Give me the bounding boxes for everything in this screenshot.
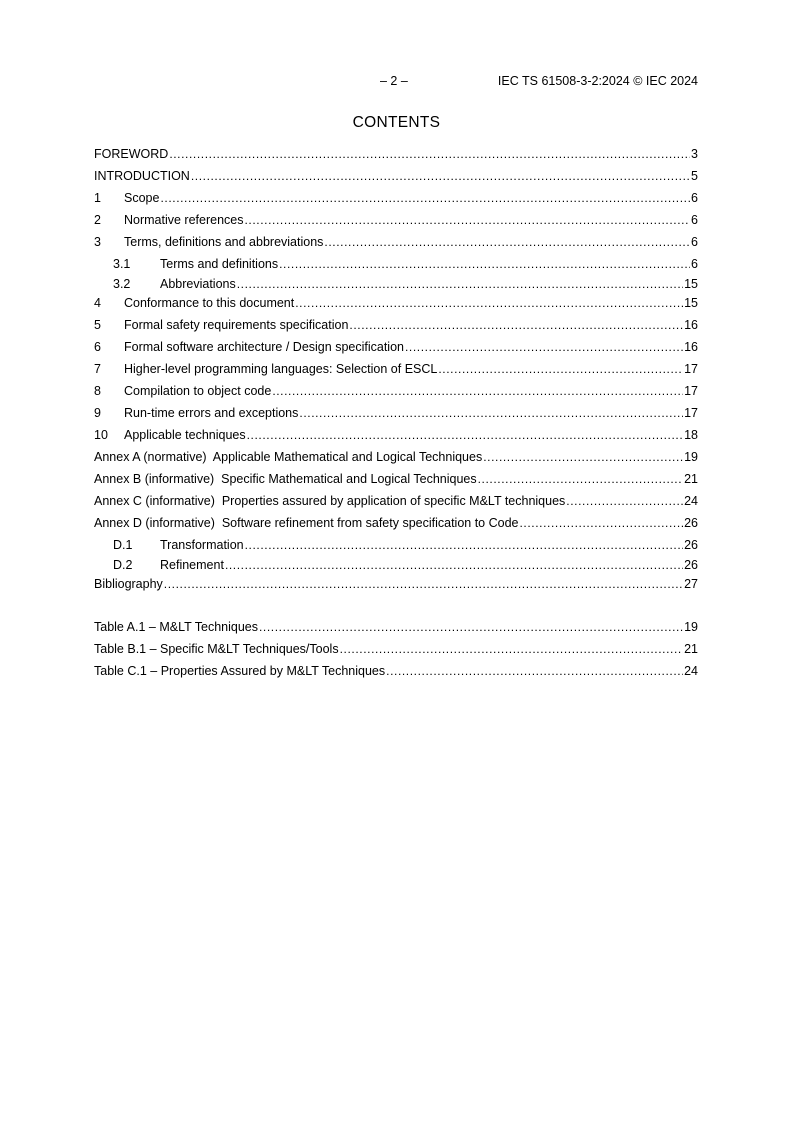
toc-entry-title: Terms, definitions and abbreviations xyxy=(124,235,324,249)
toc-entry-refinement[interactable] xyxy=(94,556,698,576)
toc-entry-number: 6 xyxy=(94,340,101,354)
table-entry-page: 19 xyxy=(684,620,698,634)
dot-leader xyxy=(225,556,683,574)
toc-entry-number: 3.1 xyxy=(113,257,131,271)
dot-leader xyxy=(483,448,683,466)
toc-entry-page: 19 xyxy=(684,450,698,464)
table-entry-title: Table C.1 – Properties Assured by M&LT Techniques xyxy=(94,664,386,678)
toc-entry-page: 5 xyxy=(691,169,698,183)
toc-entry-title: Higher-level programming languages: Selection of ESCL xyxy=(124,362,438,376)
toc-entry-number: 10 xyxy=(94,428,108,442)
dot-leader xyxy=(295,294,683,312)
dot-leader xyxy=(160,189,690,207)
toc-entry-title: Formal safety requirements specification xyxy=(124,318,349,332)
toc-entry-annex-d[interactable] xyxy=(94,514,698,536)
toc-entry-page: 24 xyxy=(684,494,698,508)
toc-entry-title: Scope xyxy=(124,191,160,205)
dot-leader xyxy=(438,360,683,378)
table-entry-c1[interactable] xyxy=(94,662,698,684)
toc-entry-terms-definitions[interactable] xyxy=(94,233,698,255)
toc-entry-number: 3 xyxy=(94,235,101,249)
toc-entry-number: 2 xyxy=(94,213,101,227)
page-number: – 2 – xyxy=(380,74,408,88)
toc-entry-title: Abbreviations xyxy=(160,276,236,291)
toc-entry-page: 18 xyxy=(684,428,698,442)
toc-entry-page: 16 xyxy=(684,318,698,332)
toc-entry-page: 26 xyxy=(684,557,698,572)
toc-entry-number: 3.2 xyxy=(113,276,131,291)
toc-entry-page: 6 xyxy=(691,257,698,271)
toc-entry-number: 9 xyxy=(94,406,101,420)
table-entry-page: 24 xyxy=(684,664,698,678)
dot-leader xyxy=(386,662,683,680)
toc-entry-page: 26 xyxy=(684,538,698,552)
dot-leader xyxy=(245,211,691,229)
dot-leader xyxy=(247,426,683,444)
toc-entry-page: 17 xyxy=(684,406,698,420)
toc-entry-scope[interactable] xyxy=(94,189,698,211)
toc-entry-page: 17 xyxy=(684,384,698,398)
dot-leader xyxy=(520,514,684,532)
dot-leader xyxy=(299,404,683,422)
toc-entry-page: 6 xyxy=(691,235,698,249)
dot-leader xyxy=(259,618,683,636)
document-id: IEC TS 61508-3-2:2024 © IEC 2024 xyxy=(497,74,698,88)
toc-entry-conformance[interactable] xyxy=(94,294,698,316)
table-entry-a1[interactable] xyxy=(94,618,698,640)
toc-entry-terms-and-definitions[interactable] xyxy=(94,255,698,275)
table-entry-page: 21 xyxy=(684,642,698,656)
toc-entry-normative-references[interactable] xyxy=(94,211,698,233)
toc-entry-annex-c[interactable] xyxy=(94,492,698,514)
dot-leader xyxy=(349,316,683,334)
toc-entry-number: 7 xyxy=(94,362,101,376)
dot-leader xyxy=(164,575,683,593)
toc-entry-title: Run-time errors and exceptions xyxy=(124,406,299,420)
toc-entry-page: 26 xyxy=(684,516,698,530)
toc-entry-title: FOREWORD xyxy=(94,147,169,161)
toc-entry-page: 27 xyxy=(684,577,698,591)
toc-entry-formal-safety-requirements[interactable] xyxy=(94,316,698,338)
toc-entry-compilation[interactable] xyxy=(94,382,698,404)
toc-entry-title: Normative references xyxy=(124,213,244,227)
dot-leader xyxy=(566,492,683,510)
table-entry-b1[interactable] xyxy=(94,640,698,662)
dot-leader xyxy=(245,536,684,554)
dot-leader xyxy=(405,338,683,356)
page-title: CONTENTS xyxy=(352,114,441,131)
table-entry-title: Table B.1 – Specific M&LT Techniques/Tools xyxy=(94,642,339,656)
dot-leader xyxy=(340,640,684,658)
dot-leader xyxy=(279,255,690,273)
toc-entry-number: 1 xyxy=(94,191,101,205)
toc-entry-annex-b[interactable] xyxy=(94,470,698,492)
toc-entry-title: Annex B (informative) Specific Mathematical and Logical Techniques xyxy=(94,472,477,486)
toc-entry-formal-software-architecture[interactable] xyxy=(94,338,698,360)
page-header xyxy=(94,74,698,92)
toc-entry-page: 6 xyxy=(691,213,698,227)
toc-entry-title: Applicable techniques xyxy=(124,428,246,442)
toc-entry-introduction[interactable] xyxy=(94,167,698,189)
table-of-contents xyxy=(94,145,698,597)
toc-entry-number: D.1 xyxy=(113,538,133,552)
toc-entry-title: Terms and definitions xyxy=(160,257,279,271)
dot-leader xyxy=(169,145,690,163)
toc-entry-number: 4 xyxy=(94,296,101,310)
toc-entry-title: Annex A (normative) Applicable Mathematical and Logical Techniques xyxy=(94,450,483,464)
toc-entry-page: 3 xyxy=(691,147,698,161)
toc-entry-number: 5 xyxy=(94,318,101,332)
dot-leader xyxy=(324,233,690,251)
toc-entry-title: Bibliography xyxy=(94,577,163,591)
table-entry-title: Table A.1 – M&LT Techniques xyxy=(94,620,258,634)
toc-entry-title: Annex C (informative) Properties assured by application of specific M&LT techniques xyxy=(94,494,566,508)
dot-leader xyxy=(191,167,690,185)
toc-entry-title: Formal software architecture / Design specification xyxy=(124,340,404,354)
toc-entry-page: 15 xyxy=(684,296,698,310)
toc-entry-bibliography[interactable] xyxy=(94,575,698,597)
toc-entry-title: INTRODUCTION xyxy=(94,169,190,183)
list-of-tables xyxy=(94,618,698,684)
dot-leader xyxy=(272,382,683,400)
toc-entry-annex-a[interactable] xyxy=(94,448,698,470)
toc-entry-higher-level-languages[interactable] xyxy=(94,360,698,382)
toc-entry-page: 16 xyxy=(684,340,698,354)
toc-entry-page: 21 xyxy=(684,472,698,486)
toc-entry-title: Compilation to object code xyxy=(124,384,272,398)
toc-entry-page: 15 xyxy=(684,276,698,291)
toc-entry-page: 17 xyxy=(684,362,698,376)
dot-leader xyxy=(237,275,683,293)
toc-entry-number: 8 xyxy=(94,384,101,398)
toc-entry-number: D.2 xyxy=(113,557,133,572)
toc-entry-transformation[interactable] xyxy=(94,536,698,556)
toc-entry-title: Annex D (informative) Software refinement from safety specification to Code xyxy=(94,516,519,530)
toc-entry-applicable-techniques[interactable] xyxy=(94,426,698,448)
toc-entry-title: Conformance to this document xyxy=(124,296,295,310)
toc-entry-title: Refinement xyxy=(160,557,224,572)
toc-entry-abbreviations[interactable] xyxy=(94,275,698,295)
toc-entry-foreword[interactable] xyxy=(94,145,698,167)
dot-leader xyxy=(478,470,683,488)
toc-entry-title: Transformation xyxy=(160,538,244,552)
toc-entry-page: 6 xyxy=(691,191,698,205)
toc-entry-run-time-errors[interactable] xyxy=(94,404,698,426)
